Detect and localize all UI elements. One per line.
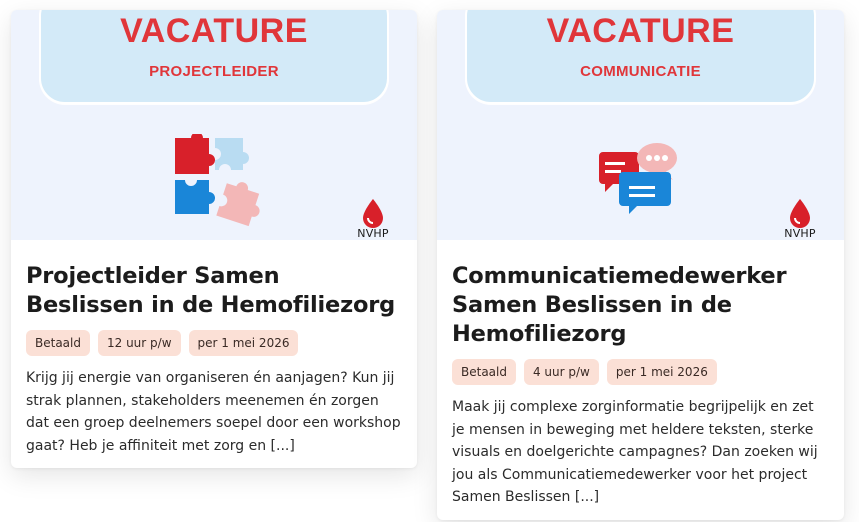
vacancy-banner-label [465,10,816,104]
vacancy-excerpt: Krijg jij energie van organiseren én aanjagen? Kun jij strak plannen, stakeholders meenemen én zorgen dat een groep deelnemers soepel door een workshop gaat? Heb je affiniteit met zorg en [...] [26,370,401,454]
chat-bubbles-icon [597,140,681,223]
tag-hours: 4 uur p/w [524,359,599,385]
tag-paid: Betaald [452,359,516,385]
vacancy-tags [452,359,830,385]
vacancy-title[interactable]: Communicatiemedewerker Samen Beslissen in de Hemofiliezorg [452,263,787,347]
logo-text: NVHP [784,227,816,240]
nvhp-logo [353,198,393,240]
vacancy-tags [26,330,403,356]
tag-start-date: per 1 mei 2026 [189,330,299,356]
tag-paid: Betaald [26,330,90,356]
banner-subtitle: COMMUNICATIE [580,63,701,80]
vacancy-card-projectleider[interactable] [11,10,417,468]
banner-title: VACATURE [120,12,308,50]
banner-title: VACATURE [546,12,735,50]
banner-subtitle: PROJECTLEIDER [149,63,279,80]
vacancy-banner-label [39,10,389,104]
vacancy-card-communicatie[interactable] [437,10,844,520]
tag-start-date: per 1 mei 2026 [607,359,717,385]
nvhp-logo [780,198,820,240]
vacancy-banner[interactable] [11,10,417,240]
vacancy-excerpt: Maak jij complexe zorginformatie begrijpelijk en zet je mensen in beweging met heldere teksten, sterke visuals en doelgerichte campagnes? Dan zoeken wij jou als Communicatiemedewerker voor het project Samen Beslissen [...] [452,399,818,505]
logo-text: NVHP [357,227,389,240]
puzzle-icon [169,134,269,239]
tag-hours: 12 uur p/w [98,330,181,356]
vacancy-title[interactable]: Projectleider Samen Beslissen in de Hemofiliezorg [26,263,396,318]
vacancy-banner[interactable] [437,10,844,240]
